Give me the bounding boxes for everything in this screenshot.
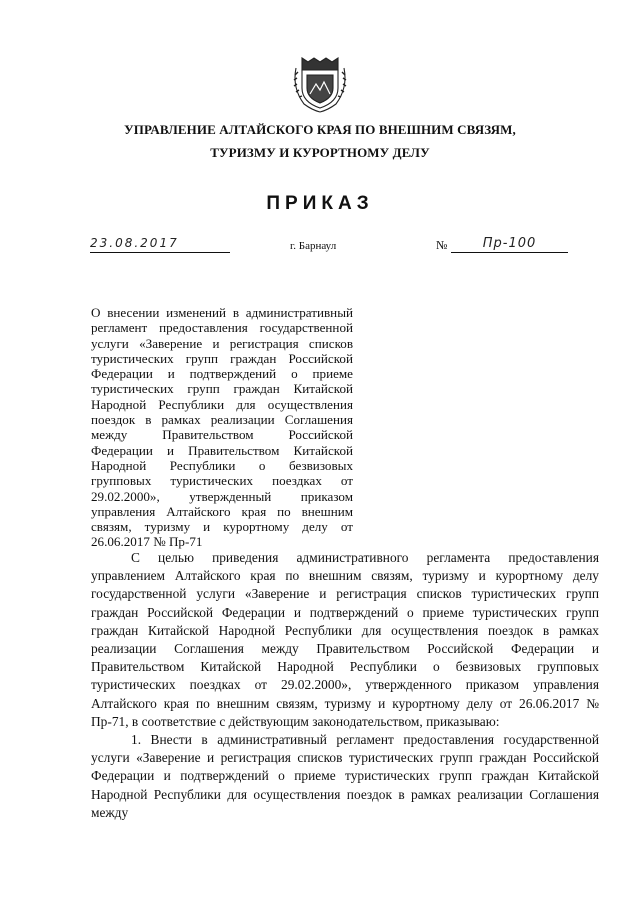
- order-number: Пр-100: [451, 235, 568, 253]
- order-body: [91, 549, 599, 822]
- preamble-paragraph: С целью приведения административного регламента предоставления управлением Алтайского края по внешним связям, туризму и курортному делу государственной услуги «Заверение и регистрация списков туристических групп граждан Российской Федерации и подтверждений о приеме туристических групп граждан Китайской Народной Республики для осуществления поездок в рамках реализации Соглашения между Правительством Российской Федерации и Правительством Китайской Народной Республики о безвизовых групповых туристических поездках от 29.02.2000», утвержденного приказом управления Алтайского края по внешним связям, туризму и курортному делу от 26.06.2017 № Пр-71, в соответствие с действующим законодательством, приказываю:: [91, 550, 599, 729]
- order-item-1: 1. Внести в административный регламент предоставления государственной услуги «Заверение и регистрация списков туристических групп граждан Российской Федерации и подтверждений о приеме туристических групп граждан Китайской Народной Республики для осуществления поездок в рамках реализации Соглашения между: [91, 732, 599, 820]
- order-number-label: №: [436, 238, 448, 252]
- order-subject: О внесении изменений в административный регламент предоставления государственной услуги «Заверение и регистрация списков туристических групп граждан Российской Федерации и подтверждений о приеме туристических групп граждан Китайской Народной Республики для осуществления поездок в рамках реализации Соглашения между Правительством Российской Федерации и Правительством Китайской Народной Республики о безвизовых групповых туристических поездках от 29.02.2000», утвержденный приказом управления Алтайского края по внешним связям, туризму и курортному делу от 26.06.2017 № Пр-71: [91, 305, 353, 550]
- organization-name-line1: УПРАВЛЕНИЕ АЛТАЙСКОГО КРАЯ ПО ВНЕШНИМ СВЯЗЯМ,: [124, 122, 516, 137]
- organization-name-line2: ТУРИЗМУ И КУРОРТНОМУ ДЕЛУ: [210, 145, 430, 160]
- coat-of-arms-icon: [290, 48, 350, 114]
- document-title: ПРИКАЗ: [266, 193, 374, 214]
- order-city: г. Барнаул: [290, 240, 337, 252]
- order-date: 23.08.2017: [90, 235, 230, 253]
